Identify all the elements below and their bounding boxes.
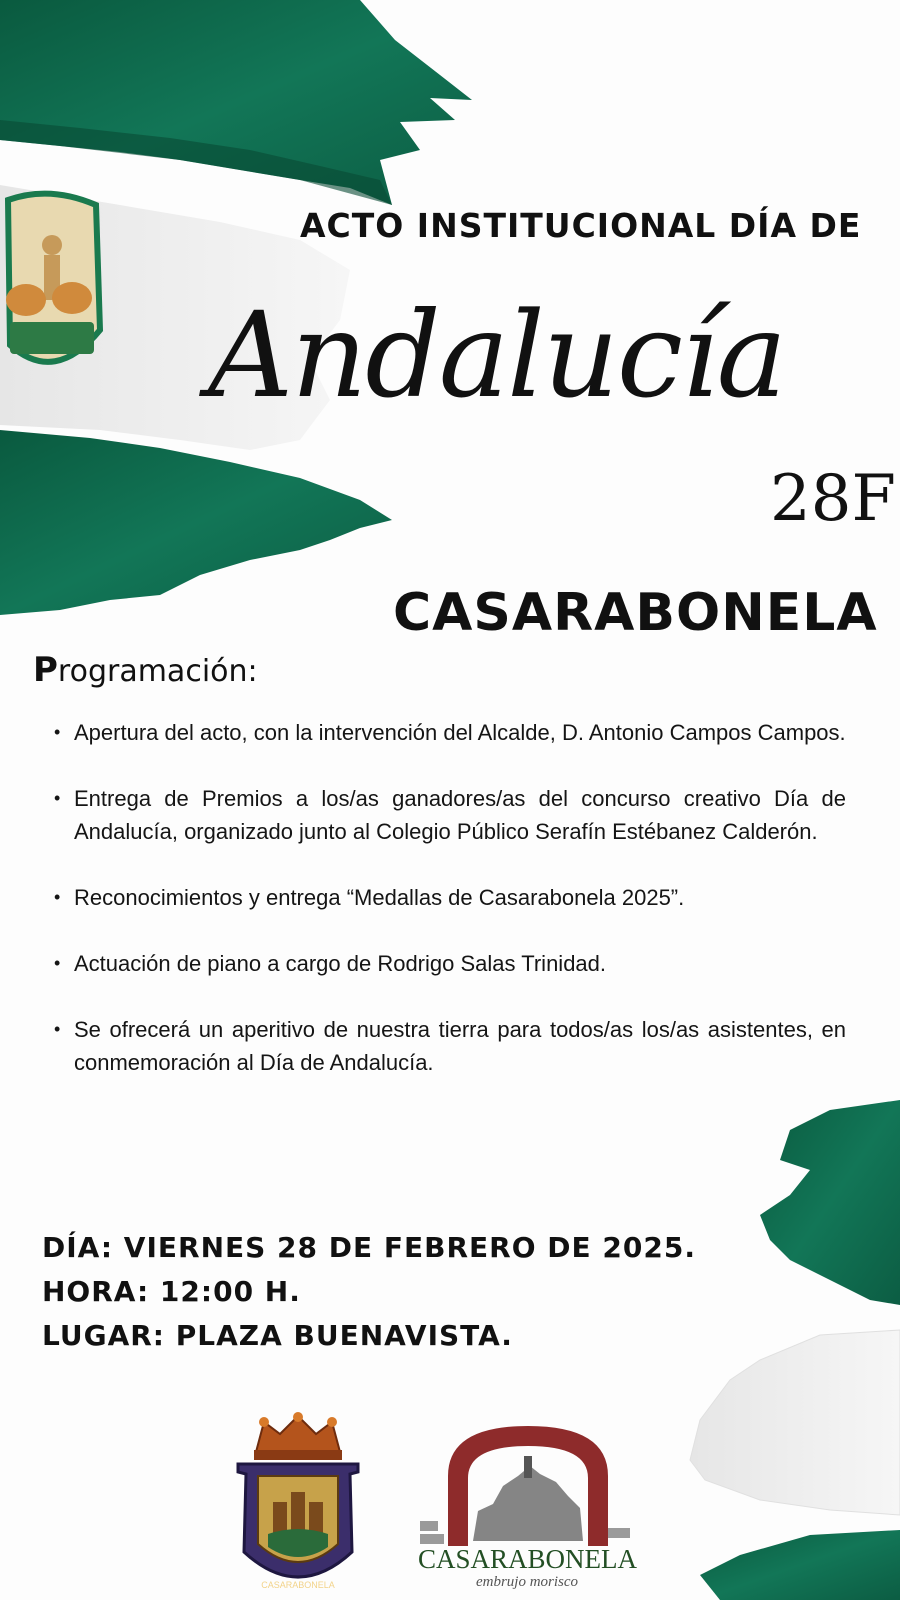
program-heading xyxy=(33,650,258,690)
green-stripe-bottom xyxy=(0,430,392,615)
event-day: DÍA: VIERNES 28 DE FEBRERO DE 2025. xyxy=(42,1231,696,1264)
green-stripe-right xyxy=(760,1100,900,1305)
program-list xyxy=(50,716,846,1112)
municipal-crest-logo xyxy=(228,1412,368,1600)
program-heading-initial: P xyxy=(33,650,58,690)
andalusia-coat-of-arms xyxy=(6,194,100,362)
casarabonela-brand-logo xyxy=(418,1416,636,1594)
date-tag-28f: 28F xyxy=(770,462,896,536)
program-item: • Se ofrecerá un aperitivo de nuestra tierra para todos/as los/as asistentes, en conmemoración al Día de Andalucía. xyxy=(50,1013,846,1079)
andalucia-script-title: Andalucía xyxy=(208,286,786,424)
event-type-heading: ACTO INSTITUCIONAL DÍA DE xyxy=(300,206,862,245)
green-stripe-top xyxy=(0,0,472,205)
event-details xyxy=(42,1226,696,1358)
brand-tagline: embrujo morisco xyxy=(475,1574,579,1590)
program-item: • Reconocimientos y entrega “Medallas de Casarabonela 2025”. xyxy=(50,881,846,914)
arch-village-emblem xyxy=(418,1416,636,1546)
green-stripe-bottom-right xyxy=(700,1530,900,1600)
town-name: CASARABONELA xyxy=(393,583,878,643)
program-item: • Entrega de Premios a los/as ganadores/as del concurso creativo Día de Andalucía, organizado junto al Colegio Público Serafín Estébanez Calderón. xyxy=(50,782,846,848)
event-place: LUGAR: PLAZA BUENAVISTA. xyxy=(42,1319,513,1352)
program-item: • Apertura del acto, con la intervención del Alcalde, D. Antonio Campos Campos. xyxy=(50,716,846,749)
event-time: HORA: 12:00 H. xyxy=(42,1275,301,1308)
program-item: • Actuación de piano a cargo de Rodrigo Salas Trinidad. xyxy=(50,947,846,980)
white-stripe-right xyxy=(690,1330,900,1515)
brand-name: CASARABONELA xyxy=(418,1544,638,1574)
crest-label: CASARABONELA xyxy=(261,1580,335,1590)
program-heading-rest: rogramación: xyxy=(57,654,258,689)
